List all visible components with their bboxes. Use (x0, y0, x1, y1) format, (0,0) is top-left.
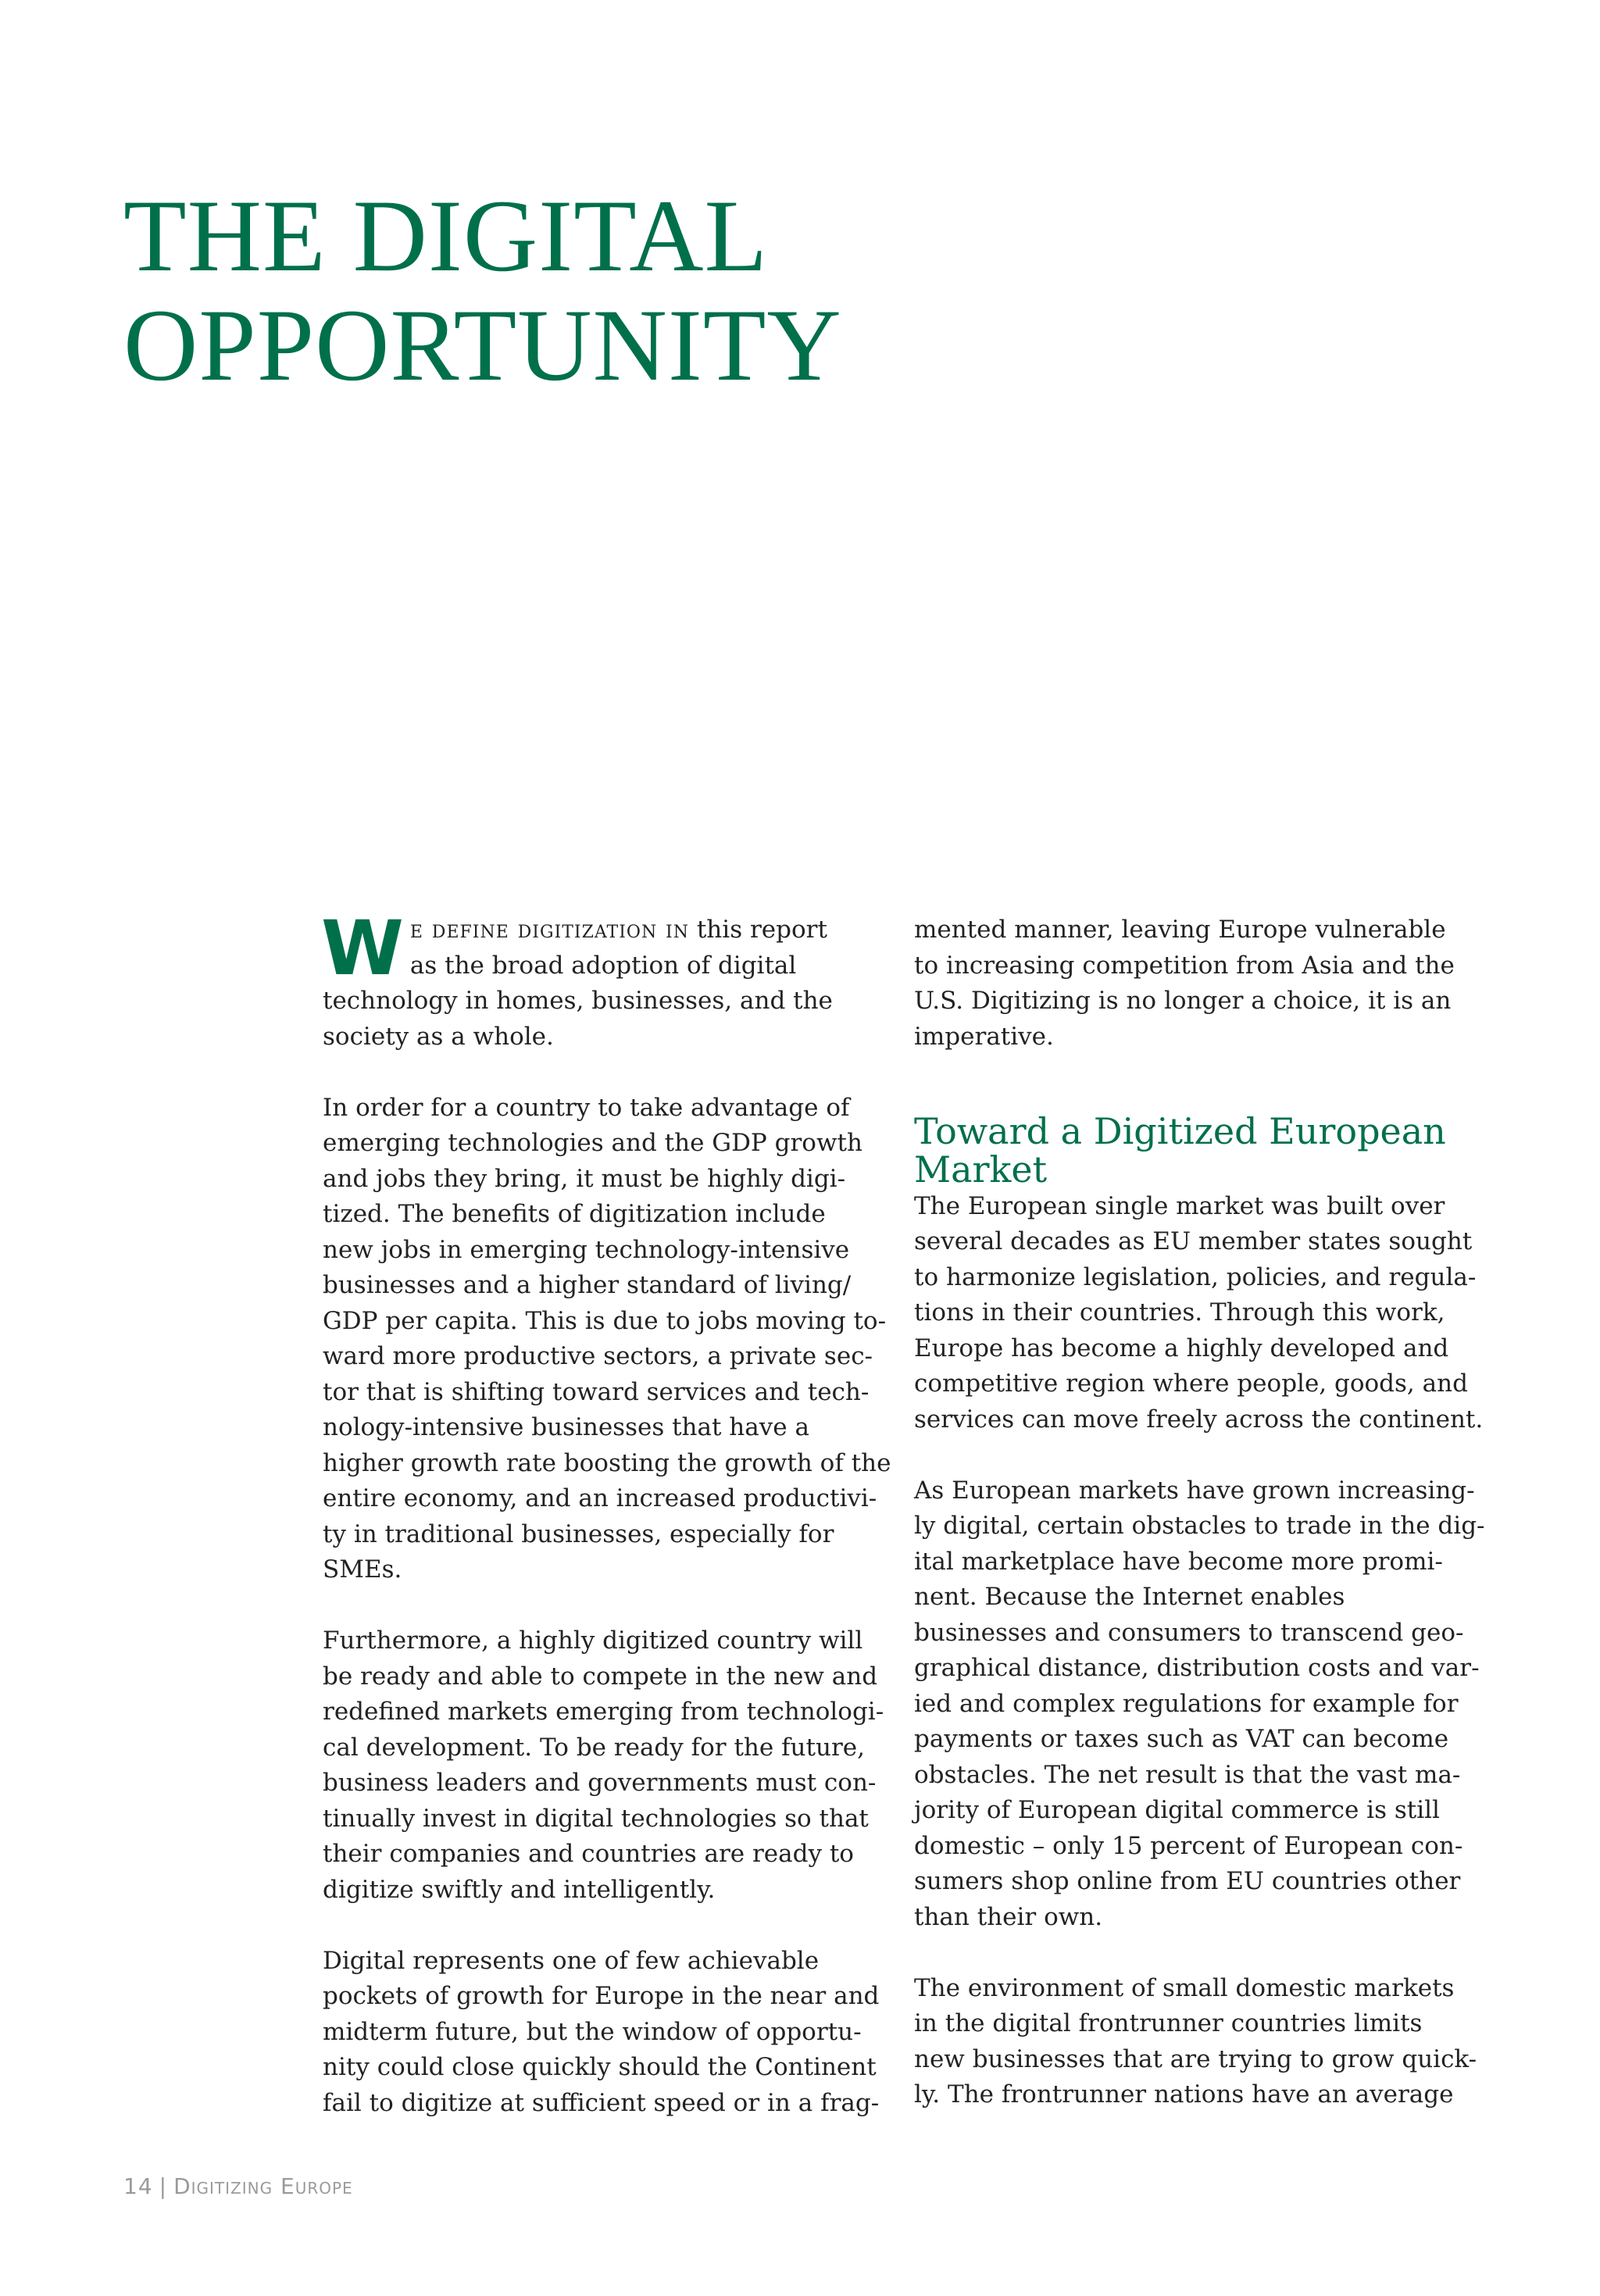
paragraph-line: domestic – only 15 percent of European con- (914, 1831, 1463, 1860)
paragraph-line: as the broad adoption of digital (409, 951, 797, 980)
right-column (914, 912, 1485, 2148)
paragraph-line: services can move freely across the continent. (914, 1405, 1484, 1434)
paragraph-line: fail to digitize at sufficient speed or in a frag- (323, 2088, 880, 2117)
paragraph-line: ly. The frontrunner nations have an average (914, 2080, 1454, 2109)
paragraph-line: competitive region where people, goods, and (914, 1369, 1468, 1398)
paragraph-line: ly digital, certain obstacles to trade in the dig- (914, 1512, 1485, 1540)
paragraph-line: emerging technologies and the GDP growth (323, 1129, 862, 1157)
left-column (321, 905, 891, 2157)
paragraph-line: businesses and consumers to transcend geo- (914, 1618, 1464, 1647)
paragraph-line: digitize swiftly and intelligently. (323, 1875, 716, 1904)
paragraph-line: several decades as EU member states sought (914, 1227, 1473, 1255)
paragraph-line: higher growth rate boosting the growth of the (323, 1448, 891, 1477)
paragraph-line: to increasing competition from Asia and the (914, 951, 1455, 980)
paragraph-line: redefined markets emerging from technologi- (323, 1698, 884, 1726)
paragraph-line: As European markets have grown increasing- (914, 1476, 1475, 1505)
paragraph-line: tinually invest in digital technologies so that (323, 1804, 869, 1833)
paragraph-line: technology in homes, businesses, and the (323, 987, 833, 1015)
section-heading-line-2: Market (914, 1148, 1048, 1191)
paragraph-line: GDP per capita. This is due to jobs moving to- (323, 1306, 887, 1335)
paragraph-line: be ready and able to compete in the new and (323, 1662, 878, 1691)
page-footer (123, 2173, 353, 2199)
paragraph-line: cal development. To be ready for the future, (323, 1733, 865, 1762)
paragraph-line: obstacles. The net result is that the vast ma- (914, 1760, 1461, 1789)
paragraph-line (323, 912, 885, 948)
paragraph-line: pockets of growth for Europe in the near and (323, 1982, 880, 2010)
paragraph-line: entire economy, and an increased productivi- (323, 1484, 877, 1512)
paragraph-line: mented manner, leaving Europe vulnerable (914, 916, 1446, 944)
paragraph-line: new businesses that are trying to grow quick- (914, 2044, 1477, 2073)
paragraph-line: business leaders and governments must con- (323, 1769, 877, 1797)
page-title-line-1: THE DIGITAL (123, 178, 769, 293)
paragraph-line: tized. The benefits of digitization include (323, 1200, 826, 1228)
footer-separator: | (159, 2173, 168, 2199)
paragraph-line: Furthermore, a highly digitized country will (323, 1626, 863, 1655)
paragraph-line: Europe has become a highly developed and (914, 1334, 1449, 1362)
paragraph-compete (323, 1623, 885, 1908)
paragraph-line: graphical distance, distribution costs and var- (914, 1654, 1480, 1682)
paragraph-continued (914, 912, 1477, 1055)
paragraph-line: SMEs. (323, 1555, 402, 1584)
page-title (123, 178, 842, 402)
paragraph-line: ied and complex regulations for example for (914, 1689, 1459, 1718)
paragraph-line: midterm future, but the window of opportu- (323, 2017, 862, 2046)
section-heading-line-1: Toward a Digitized European (914, 1109, 1446, 1152)
paragraph-line: sumers shop online from EU countries other (914, 1867, 1461, 1895)
paragraph-line: tions in their countries. Through this work, (914, 1298, 1445, 1327)
section-heading (914, 1091, 1477, 1189)
paragraph-line: payments or taxes such as VAT can become (914, 1725, 1449, 1753)
paragraph-line: U.S. Digitizing is no longer a choice, it is an (914, 987, 1452, 1015)
page-number: 14 (123, 2173, 153, 2199)
paragraph-line: to harmonize legislation, policies, and regula- (914, 1262, 1477, 1291)
paragraph-line: ward more productive sectors, a private sec- (323, 1342, 873, 1370)
paragraph-line: imperative. (914, 1022, 1054, 1051)
article-body (321, 905, 1485, 2131)
paragraph-line: than their own. (914, 1902, 1103, 1931)
paragraph-line: businesses and a higher standard of living/ (323, 1271, 852, 1299)
publication-title: Digitizing Europe (173, 2173, 353, 2199)
paragraph-line: nology-intensive businesses that have a (323, 1413, 809, 1441)
paragraph-benefits (323, 1091, 891, 1588)
paragraph-line: society as a whole. (323, 1022, 554, 1051)
paragraph-line: jority of European digital commerce is still (914, 1796, 1440, 1824)
drop-cap: W (321, 905, 404, 992)
paragraph-line: In order for a country to take advantage of (323, 1093, 850, 1122)
paragraph-line: and jobs they bring, it must be highly digi- (323, 1164, 846, 1193)
paragraph-line: ty in traditional businesses, especially for (323, 1519, 834, 1548)
paragraph-line: The European single market was built over (914, 1191, 1445, 1220)
paragraph-domestic-markets (914, 1971, 1477, 2113)
paragraph-single-market (914, 1189, 1484, 1438)
paragraph-line: ital marketplace have become more promi- (914, 1547, 1443, 1576)
paragraph-obstacles (914, 1473, 1485, 1936)
paragraph-line: Digital represents one of few achievable (323, 1946, 820, 1975)
paragraph-line: nity could close quickly should the Continent (323, 2053, 877, 2081)
paragraph-line: The environment of small domestic markets (914, 1973, 1455, 2002)
paragraph-line: new jobs in emerging technology-intensive (323, 1235, 850, 1264)
paragraph-growth (323, 1944, 885, 2122)
page-title-line-2: OPPORTUNITY (123, 287, 842, 402)
intro-paragraph (321, 905, 885, 1055)
paragraph-line: their companies and countries are ready to (323, 1840, 854, 1868)
paragraph-line-text: this report (689, 916, 827, 944)
paragraph-line: tor that is shifting toward services and tech- (323, 1377, 870, 1406)
paragraph-line: nent. Because the Internet enables (914, 1583, 1345, 1611)
small-caps-lead: e define digitization in (409, 916, 689, 944)
paragraph-line: in the digital frontrunner countries limits (914, 2009, 1423, 2037)
